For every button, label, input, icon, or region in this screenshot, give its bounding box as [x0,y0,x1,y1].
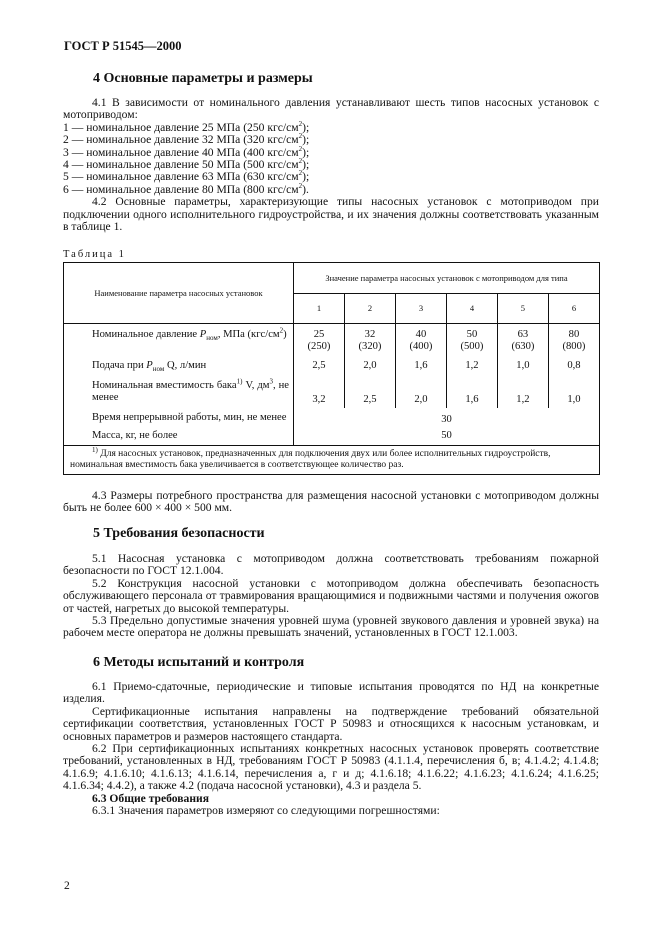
table-cell: 1,0 [497,355,548,377]
type-item: 2 — номинальное давление 32 МПа (320 кгс/$см^2$); [63,132,310,147]
table-cell: 32 (320) [344,324,395,356]
row-label: Масса, кг, не более [64,428,294,446]
table-row [64,408,600,428]
column-header-name: Наименование параметра насосных установок [64,263,294,324]
table-cell: 25 (250) [294,324,345,356]
subsection-6-3-heading: 6.3 Общие требования [92,791,209,805]
paragraph-5-1: 5.1 Насосная установка с мотоприводом должна соответствовать требованиям пожарной безопасности по ГОСТ 12.1.004. [63,552,599,578]
paragraph-6-1: 6.1 Приемо-сдаточные, периодические и типовые испытания проводятся по НД на конкретные изделия. [63,680,599,706]
type-number: 6 [548,293,599,324]
type-number: 5 [497,293,548,324]
table-cell: 1,0 [548,377,599,408]
section-4-body [63,97,599,233]
table-cell: 2,5 [344,377,395,408]
type-item: 5 — номинальное давление 63 МПа (630 кгс/$см^2$); [63,169,310,184]
document-id: ГОСТ Р 51545—2000 [64,39,182,53]
table-cell: 3,2 [294,377,345,408]
table-caption: Таблица 1 [63,249,126,260]
type-number: 2 [344,293,395,324]
paragraph-4-2: 4.2 Основные параметры, характеризующие типы насосных установок с мотоприводом при подключении одного исполнительного гидроустройства, и их значения должны соответствовать указанным в таблице 1. [63,195,599,234]
paragraph-4-1: 4.1 В зависимости от номинального давления устанавливают шесть типов насосных установок с мотоприводом: [63,96,599,122]
table-cell: 1,2 [446,355,497,377]
paragraph-6-2: 6.2 При сертификационных испытаниях конкретных насосных установок проверять соответствие требований, установленных в НД, требованиям ГОСТ Р 50983 (4.1.1.4, перечисления б, в; 4.1.4.2; 4.1.4.8; 4.1.6.9; 4.1.6.10; 4.1.6.13; 4.1.6.14, перечисления а, г и д; 4.1.6.18; 4.1.6.22; 4.1.6.23; 4.1.6.24; 4.1.6.25; 4.1.6.34; 4.4.2), а также 4.2 (подача насосной установки), 4.3 и раздела 5. [63,742,599,793]
table-cell: 2,0 [344,355,395,377]
type-number: 1 [294,293,345,324]
table-cell: 0,8 [548,355,599,377]
section-6-heading: 6 Методы испытаний и контроля [93,655,305,670]
paragraph-6-1-cont: Сертификационные испытания направлены на подтверждение требований обязательной сертификации соответствия, установленных ГОСТ Р 50983 и относящихся к насосным установкам, и основных параметров и размеров настоящего стандарта. [63,704,599,743]
table-row [64,377,600,408]
type-item: 1 — номинальное давление 25 МПа (250 кгс/$см^2$); [63,119,310,134]
table-footnote: $^{1)}$ Для насосных установок, предназначенных для подключения двух или более исполнительных гидроустройств, номинальная вместимость бака увеличивается в соответствующее количество раз. [64,446,600,475]
table-cell: 1,6 [395,355,446,377]
paragraph-4-3: 4.3 Размеры потребного пространства для размещения насосной установки с мотоприводом должны быть не более 600 × 400 × 500 мм. [63,489,599,515]
table-row [64,428,600,446]
row-label: Номинальное давление $P_{ном}$, МПа $(кгс/см^2)$ [64,324,294,356]
table-cell: 2,5 [294,355,345,377]
table-cell: 30 [294,408,600,428]
table-cell: 80 (800) [548,324,599,356]
table-cell: 50 (500) [446,324,497,356]
table-cell: 1,2 [497,377,548,408]
section-6-body [63,681,599,817]
table-cell: 40 (400) [395,324,446,356]
row-label: Подача при $P_{ном}$ Q, л/мин [64,355,294,377]
row-label: Номинальная вместимость бака$^{1)}$ V, $дм^3$, не менее [64,377,294,408]
column-group-header: Значение параметра насосных установок с мотоприводом для типа [294,263,600,294]
paragraph-5-3: 5.3 Предельно допустимые значения уровней шума (уровней звукового давления и уровней звука) на рабочем месте оператора не должны превышать значений, установленных в ГОСТ 12.1.003. [63,614,599,640]
paragraph-6-3-1: 6.3.1 Значения параметров измеряют со следующими погрешностями: [92,804,440,818]
table-cell: 2,0 [395,377,446,408]
parameters-table [63,262,600,475]
type-item: 6 — номинальное давление 80 МПа (800 кгс/$см^2$). [63,181,309,196]
table-cell: 1,6 [446,377,497,408]
section-4-heading: 4 Основные параметры и размеры [93,71,313,86]
table-row [64,324,600,356]
type-number: 3 [395,293,446,324]
table-cell: 63 (630) [497,324,548,356]
row-label: Время непрерывной работы, мин, не менее [64,408,294,428]
type-number: 4 [446,293,497,324]
paragraph-5-2: 5.2 Конструкция насосной установки с мотоприводом должна обеспечивать безопасность обслуживающего персонала от травмирования вращающимися и подвижными частями и получения ожогов от частей, нагретых до высокой температуры. [63,576,599,615]
section-5-body [63,553,599,640]
type-item: 3 — номинальное давление 40 МПа (400 кгс/$см^2$); [63,144,310,159]
page-number: 2 [64,880,70,892]
type-item: 4 — номинальное давление 50 МПа (500 кгс/$см^2$); [63,157,310,172]
table-cell: 50 [294,428,600,446]
section-5-heading: 5 Требования безопасности [93,526,265,541]
table-row [64,355,600,377]
